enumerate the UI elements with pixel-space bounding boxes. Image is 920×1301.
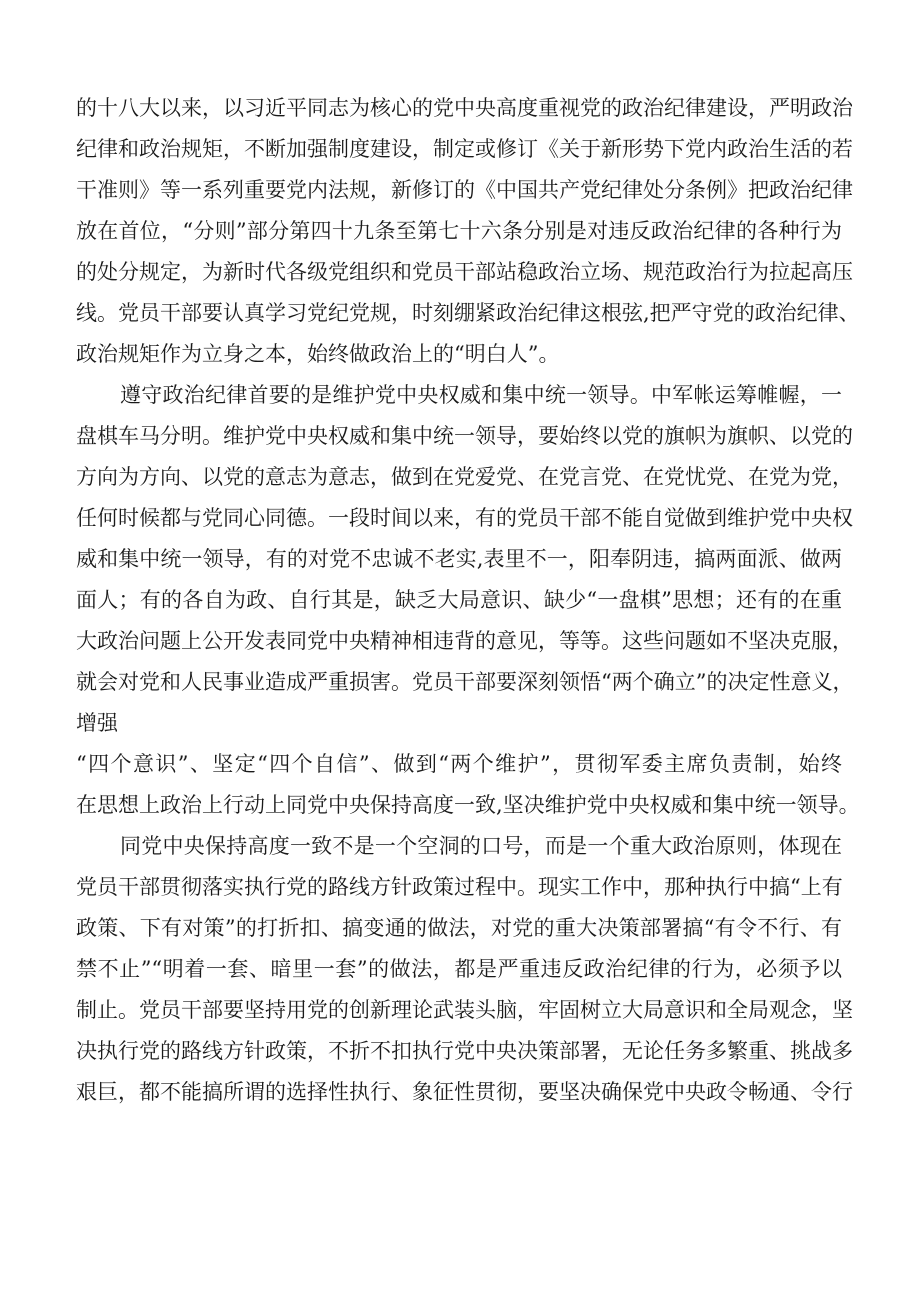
text-line: [0, 252, 920, 293]
text-line: [0, 949, 920, 990]
line-text: 大政治问题上公开发表同党中央精神相违背的意见，等等。这些问题如不坚决克服，: [76, 629, 853, 653]
line-text: 面人；有的各自为政、自行其是，缺乏大局意识、缺少“一盘棋”思想；还有的在重: [76, 588, 842, 612]
line-text: 放在首位，“分则”部分第四十九条至第七十六条分别是对违反政治纪律的各种行为: [76, 219, 842, 243]
line-text: 艰巨，都不能搞所谓的选择性执行、象征性贯彻，要坚决确保党中央政令畅通、令行: [76, 1080, 853, 1104]
line-text: 党员干部贯彻落实执行党的路线方针政策过程中。现实工作中，那种执行中搞“上有: [76, 875, 843, 899]
text-line: [0, 457, 920, 498]
text-line: [0, 293, 920, 334]
text-line: [0, 580, 920, 621]
text-line: [0, 170, 920, 211]
line-text: 就会对党和人民事业造成严重损害。党员干部要深刻领悟“两个确立”的决定性意义，: [76, 670, 854, 694]
paragraph-first-line: [0, 826, 920, 867]
text-line: [0, 744, 920, 785]
line-text: 盘棋车马分明。维护党中央权威和集中统一领导，要始终以党的旗帜为旗帜、以党的: [76, 424, 853, 448]
text-line: [0, 1031, 920, 1072]
line-text: 在思想上政治上行动上同党中央保持高度一致,坚决维护党中央权威和集中统一领导。: [76, 793, 860, 817]
text-line: [0, 990, 920, 1031]
text-line: [0, 129, 920, 170]
line-text: “四个意识”、坚定“四个自信”、做到“两个维护”，贯彻军委主席负责制，始终: [76, 752, 842, 776]
text-line: [0, 1072, 920, 1113]
text-line: [0, 334, 920, 375]
text-line: [0, 908, 920, 949]
line-text: 线。党员干部要认真学习党纪党规，时刻绷紧政治纪律这根弦,把严守党的政治纪律、: [76, 301, 860, 325]
text-line: [0, 498, 920, 539]
text-line: [0, 662, 920, 703]
line-text: 任何时候都与党同心同德。一段时间以来，有的党员干部不能自觉做到维护党中央权: [76, 506, 853, 530]
line-text: 干准则》等一系列重要党内法规，新修订的《中国共产党纪律处分条例》把政治纪律: [76, 178, 853, 202]
line-text: 同党中央保持高度一致不是一个空洞的口号，而是一个重大政治原则，体现在: [120, 834, 842, 858]
text-line: [0, 867, 920, 908]
line-text: 遵守政治纪律首要的是维护党中央权威和集中统一领导。中军帐运筹帷幄，一: [120, 383, 842, 407]
text-line: [0, 539, 920, 580]
line-text: 决执行党的路线方针政策，不折不扣执行党中央决策部署，无论任务多繁重、挑战多: [76, 1039, 853, 1063]
line-text: 政治规矩作为立身之本，始终做政治上的“明白人”。: [76, 342, 560, 366]
text-line: [0, 703, 920, 744]
text-line: [0, 211, 920, 252]
line-text: 纪律和政治规矩，不断加强制度建设，制定或修订《关于新形势下党内政治生活的若: [76, 137, 853, 161]
line-text: 的十八大以来，以习近平同志为核心的党中央高度重视党的政治纪律建设，严明政治: [76, 96, 853, 120]
line-text: 制止。党员干部要坚持用党的创新理论武装头脑，牢固树立大局意识和全局观念，坚: [76, 998, 853, 1022]
text-line: [0, 621, 920, 662]
line-text: 禁不止”“明着一套、暗里一套”的做法，都是严重违反政治纪律的行为，必须予以: [76, 957, 842, 981]
paragraph-first-line: [0, 375, 920, 416]
line-text: 威和集中统一领导，有的对党不忠诚不老实,表里不一，阳奉阴违，搞两面派、做两: [76, 547, 842, 571]
line-text: 政策、下有对策”的打折扣、搞变通的做法，对党的重大决策部署搞“有令不行、有: [76, 916, 842, 940]
text-line: [0, 88, 920, 129]
line-text: 的处分规定，为新时代各级党组织和党员干部站稳政治立场、规范政治行为拉起高压: [76, 260, 853, 284]
text-line: [0, 416, 920, 457]
text-line: [0, 785, 920, 826]
line-text: 方向为方向、以党的意志为意志，做到在党爱党、在党言党、在党忧党、在党为党，: [76, 465, 853, 489]
line-text: 增强: [76, 711, 118, 735]
